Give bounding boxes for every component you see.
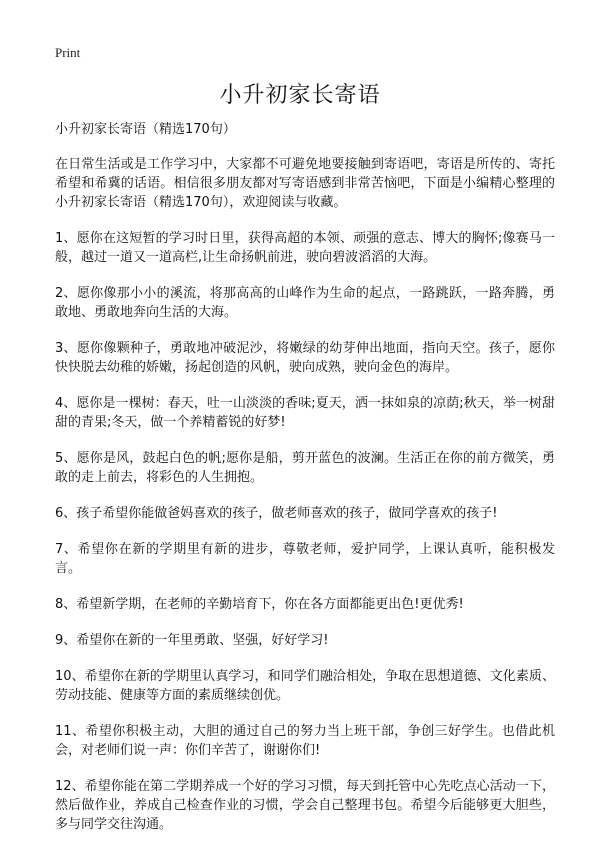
article-subtitle: 小升初家长寄语（精选170句） [55,122,236,137]
list-item: 3、愿你像颗种子，勇敢地冲破泥沙，将嫩绿的幼芽伸出地面，指向天空。孩子，愿你快快脱去幼稚的娇嫩，扬起创造的风帆，驶向成熟，驶向金色的海岸。 [55,341,555,375]
intro-paragraph: 在日常生活或是工作学习中，大家都不可避免地要接触到寄语吧，寄语是所传的、寄托希望和希冀的话语。相信很多朋友都对写寄语感到非常苦恼吧，下面是小编精心整理的小升初家长寄语（精选170句），欢迎阅读与收藏。 [55,157,555,210]
print-link[interactable]: Print [55,45,81,60]
list-item: 6、孩子希望你能做爸妈喜欢的孩子，做老师喜欢的孩子，做同学喜欢的孩子! [55,506,498,521]
list-item: 12、希望你能在第二学期养成一个好的学习习惯，每天到托管中心先吃点心活动一下，然后做作业，养成自己检查作业的习惯，学会自己整理书包。希望今后能够更大胆些，多与同学交往沟通。 [55,779,555,832]
list-item: 10、希望你在新的学期里认真学习，和同学们融洽相处，争取在思想道德、文化素质、劳动技能、健康等方面的素质继续创优。 [55,669,555,703]
list-item: 5、愿你是风，鼓起白色的帆;愿你是船，剪开蓝色的波澜。生活正在你的前方微笑，勇敢的走上前去，将彩色的人生拥抱。 [55,451,555,485]
list-item: 9、希望你在新的一年里勇敢、坚强，好好学习! [55,633,329,648]
list-item: 2、愿你像那小小的溪流，将那高高的山峰作为生命的起点，一路跳跃，一路奔腾，勇敢地、勇敢地奔向生活的大海。 [55,286,555,320]
list-item: 4、愿你是一棵树：春天，吐一山淡淡的香味;夏天，洒一抹如泉的凉荫;秋天，举一树甜甜的青果;冬天，做一个养精蓄锐的好梦! [55,396,555,430]
list-item: 11、希望你积极主动，大胆的通过自己的努力当上班干部，争创三好学生。也借此机会，对老师们说一声：你们辛苦了，谢谢你们! [55,724,555,758]
list-item: 8、希望新学期，在老师的辛勤培育下，你在各方面都能更出色!更优秀! [55,597,464,612]
page-title: 小升初家长寄语 [219,83,381,108]
article-body [55,120,555,851]
list-item: 7、希望你在新的学期里有新的进步，尊敬老师，爱护同学，上课认真听，能积极发言。 [55,542,555,576]
list-item: 1、愿你在这短暂的学习时日里，获得高超的本领、顽强的意志、博大的胸怀;像赛马一般，越过一道又一道高栏,让生命扬帆前进，驶向碧波滔滔的大海。 [55,231,555,265]
